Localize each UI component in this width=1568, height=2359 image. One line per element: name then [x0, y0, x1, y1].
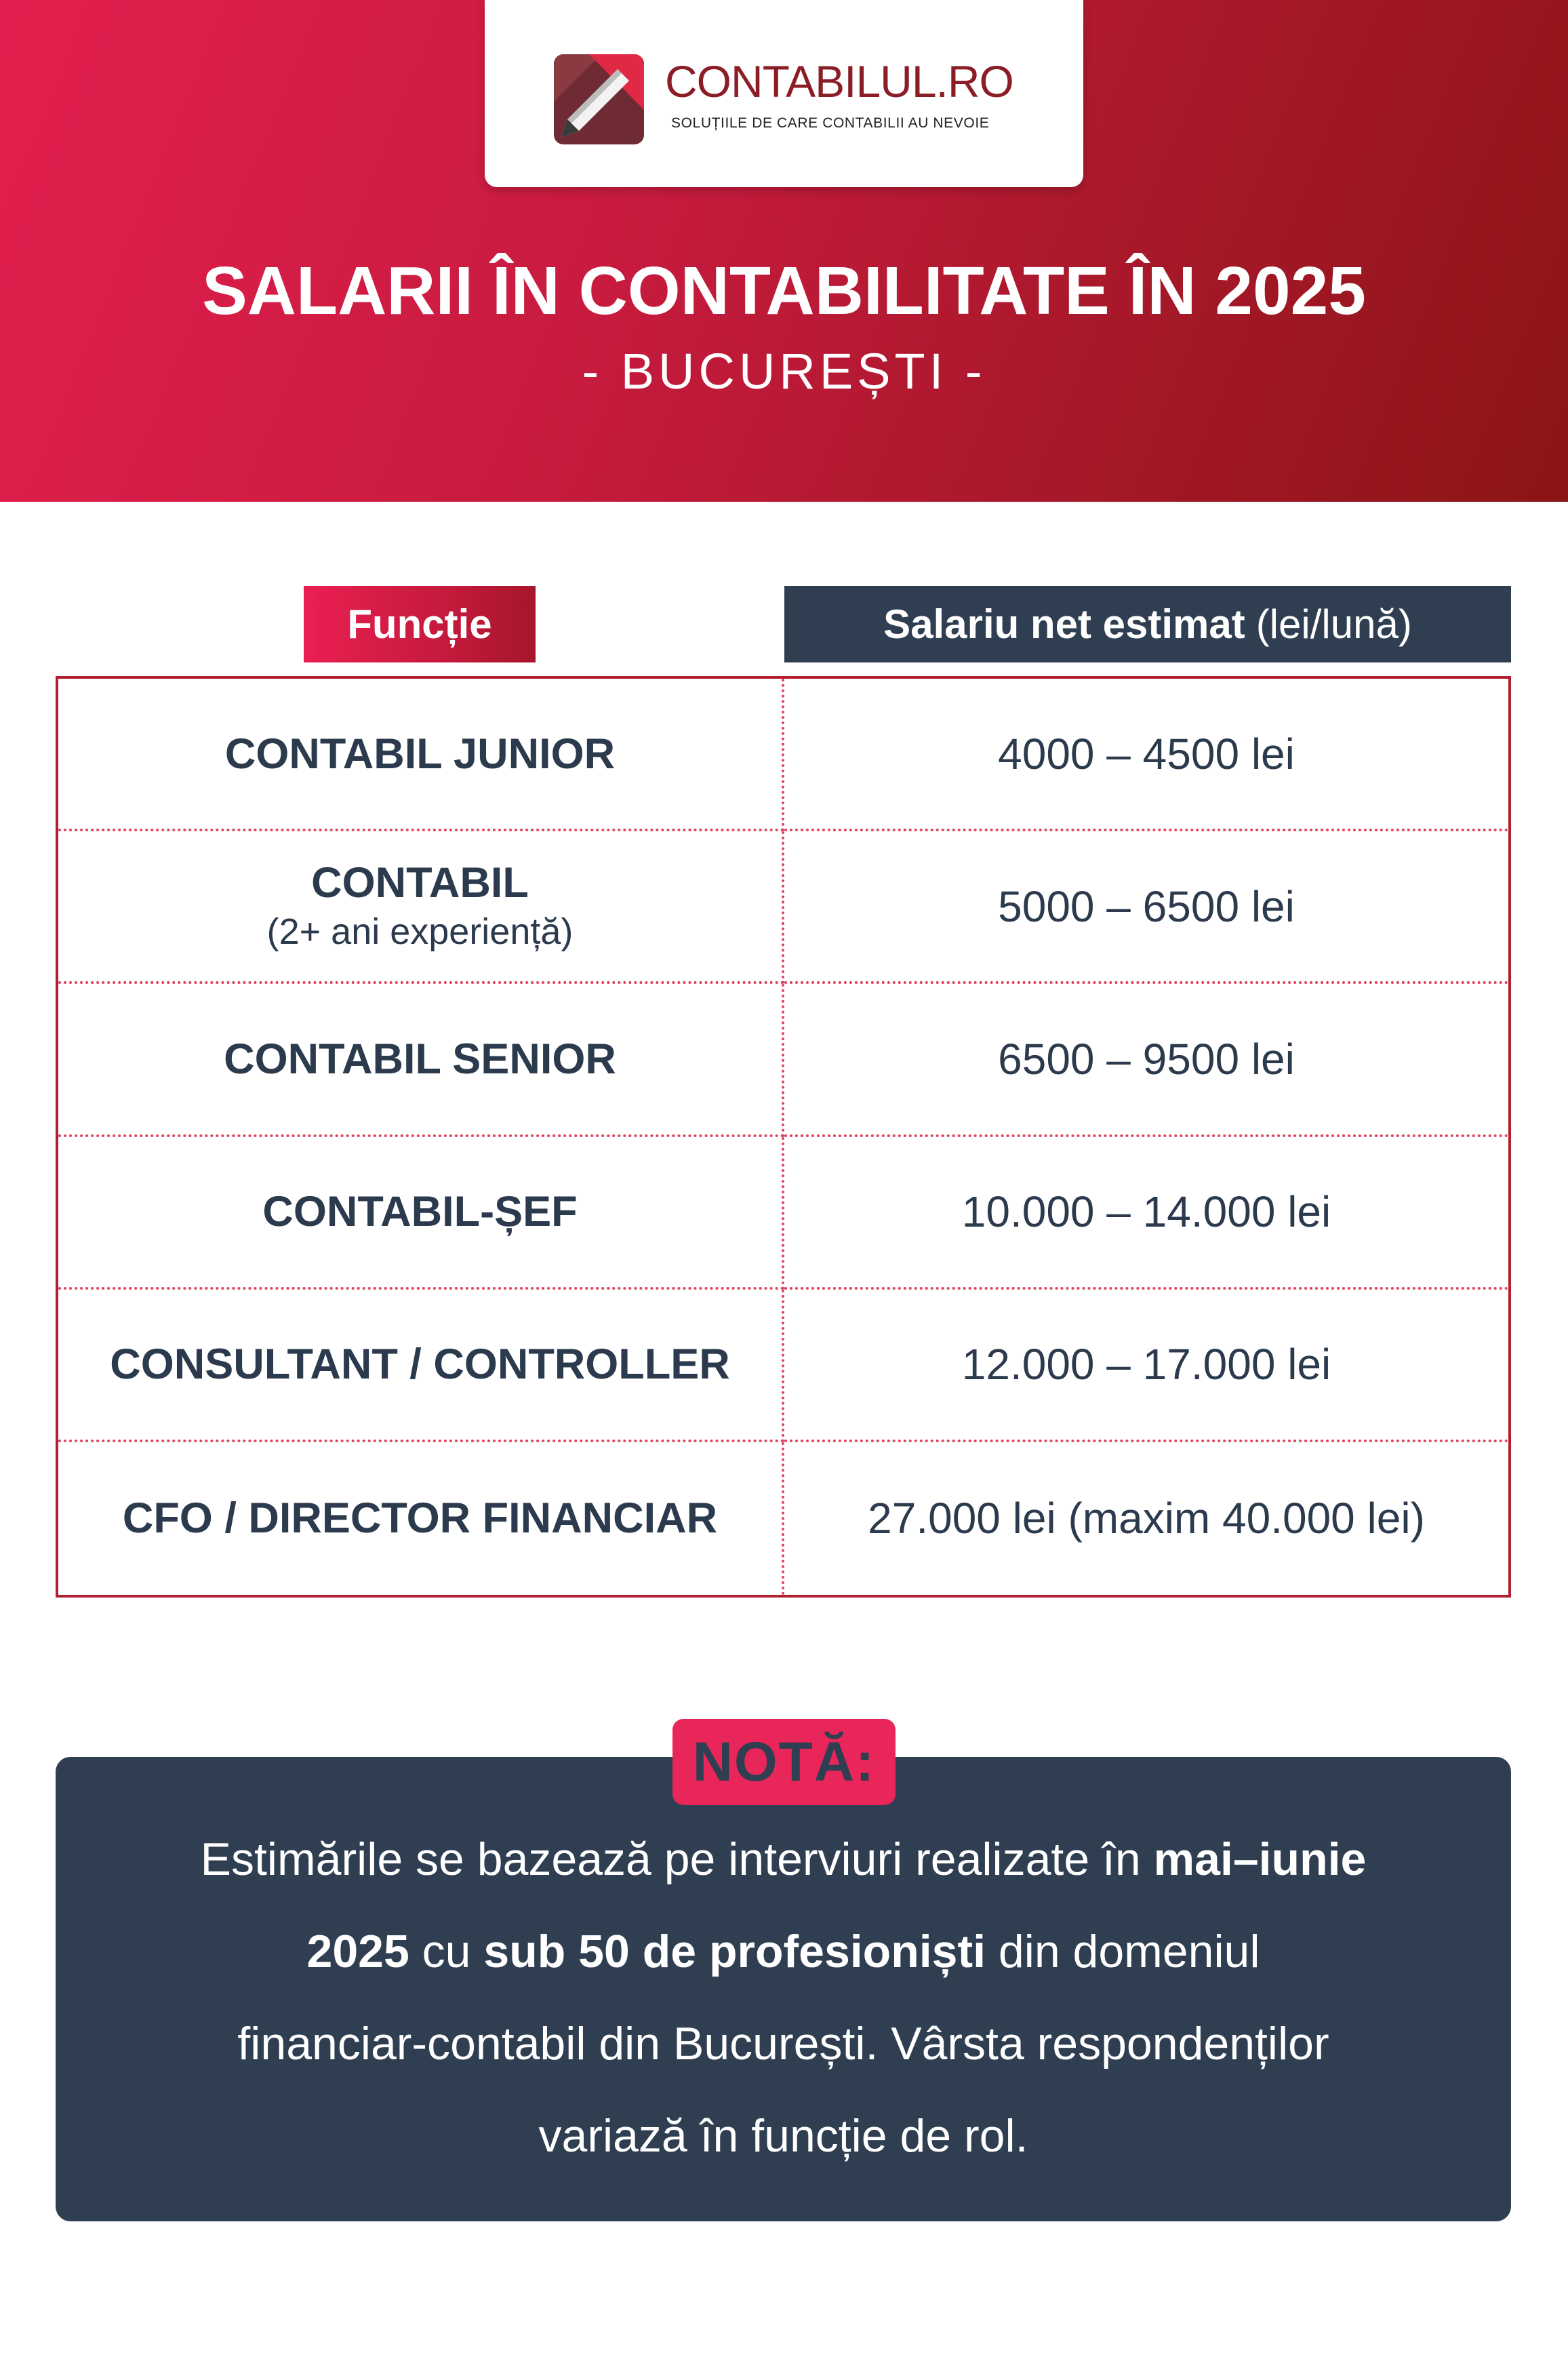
- salary-value: 4000 – 4500 lei: [998, 729, 1295, 778]
- table-cell-role: [58, 1137, 784, 1290]
- role-label: CONSULTANT / CONTROLLER: [110, 1341, 730, 1389]
- table-cell-role: [58, 831, 784, 984]
- pencil-logo-icon: [554, 54, 644, 144]
- page-subtitle: - BUCUREȘTI -: [582, 343, 986, 399]
- salary-value: 27.000 lei (maxim 40.000 lei): [868, 1494, 1425, 1543]
- table-cell-role: [58, 1290, 784, 1442]
- note-text: [110, 1813, 1457, 2182]
- note-segment: din domeniul: [986, 1926, 1260, 1977]
- salary-table: [56, 676, 1511, 1598]
- salary-value: 12.000 – 17.000 lei: [961, 1340, 1331, 1389]
- logo-tagline: SOLUȚIILE DE CARE CONTABILII AU NEVOIE: [671, 115, 990, 131]
- note-highlight: sub 50 de profesioniști: [483, 1926, 986, 1977]
- note-box: [56, 1757, 1511, 2221]
- logo-name: CONTABILUL.RO: [665, 56, 1013, 106]
- table-cell-salary: [784, 984, 1508, 1136]
- note-segment: Estimările se bazează pe interviuri realizate în: [200, 1833, 1154, 1885]
- role-label: CONTABIL-ȘEF: [262, 1188, 578, 1236]
- table-cell-salary: [784, 831, 1508, 984]
- header-banner: [0, 0, 1568, 502]
- salary-value: 6500 – 9500 lei: [998, 1034, 1295, 1084]
- note-segment: cu: [409, 1926, 484, 1977]
- role-note: (2+ ani experiență): [266, 911, 574, 952]
- note-segment: financiar-contabil din București. Vârsta respondenților: [237, 2018, 1329, 2069]
- note-highlight: 2025: [306, 1926, 409, 1977]
- column-header-salary: [784, 586, 1511, 662]
- note-badge-label: NOTĂ:: [692, 1730, 876, 1793]
- note-badge: [672, 1719, 896, 1805]
- table-cell-role: [58, 984, 784, 1136]
- page-title: SALARII ÎN CONTABILITATE ÎN 2025: [202, 253, 1366, 329]
- role-label: CONTABIL JUNIOR: [224, 730, 616, 778]
- note-highlight: mai–iunie: [1153, 1833, 1367, 1885]
- role-label: CONTABIL SENIOR: [224, 1035, 616, 1083]
- table-cell-role: [58, 1442, 784, 1595]
- table-cell-salary: [784, 1442, 1508, 1595]
- table-cell-salary: [784, 1290, 1508, 1442]
- column-header-role: [304, 586, 536, 662]
- salary-value: 5000 – 6500 lei: [998, 881, 1295, 931]
- salary-value: 10.000 – 14.000 lei: [961, 1187, 1331, 1237]
- table-cell-salary: [784, 1137, 1508, 1290]
- note-segment: variază în funcție de rol.: [538, 2110, 1028, 2162]
- column-header-role-label: Funcție: [347, 601, 492, 647]
- logo-card: [485, 0, 1083, 187]
- column-header-salary-unit: (lei/lună): [1255, 601, 1412, 647]
- table-cell-role: [58, 679, 784, 831]
- table-cell-salary: [784, 679, 1508, 831]
- column-header-salary-label: Salariu net estimat: [883, 601, 1245, 647]
- role-label: CONTABIL: [311, 858, 529, 907]
- role-label: CFO / DIRECTOR FINANCIAR: [122, 1494, 718, 1543]
